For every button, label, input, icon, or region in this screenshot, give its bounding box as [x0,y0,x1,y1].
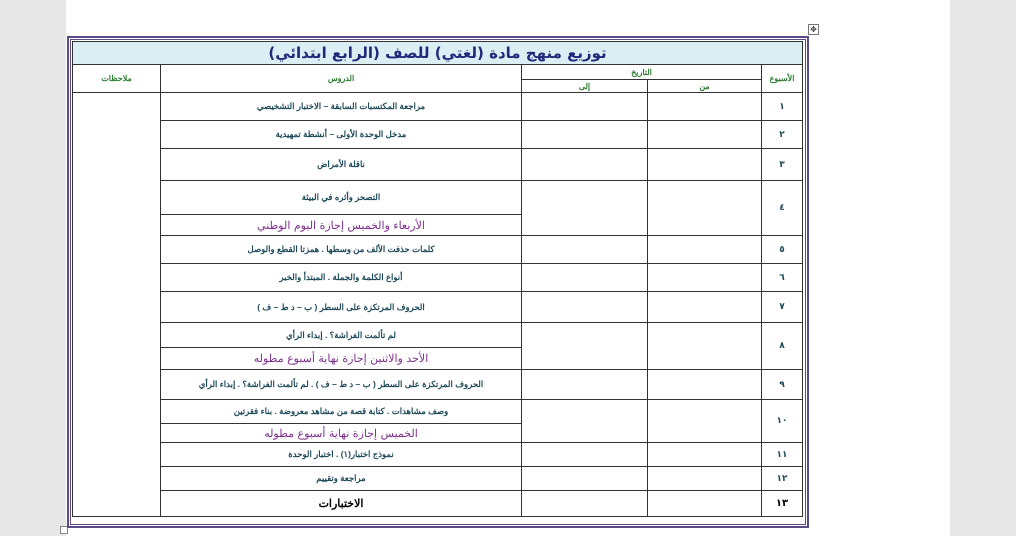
from-date-cell[interactable] [648,400,762,443]
to-date-cell[interactable] [522,323,648,370]
week-number: ١ [762,93,803,121]
lesson-cell[interactable]: التصحر وأثره في البيئة [161,181,522,215]
lesson-cell[interactable]: مراجعة المكتسبات السابقة – الاختبار التشخيصي [161,93,522,121]
to-date-cell[interactable] [522,93,648,121]
date-header: التاريخ [522,65,762,80]
from-date-cell[interactable] [648,236,762,264]
week-number: ٥ [762,236,803,264]
to-date-cell[interactable] [522,264,648,292]
lesson-cell[interactable]: مدخل الوحدة الأولى – أنشطة تمهيدية [161,121,522,149]
to-date-cell[interactable] [522,292,648,323]
notes-header: ملاحظات [73,65,161,93]
week-number: ٣ [762,149,803,181]
to-date-cell[interactable] [522,400,648,443]
to-date-cell[interactable] [522,491,648,517]
lesson-cell[interactable]: ناقلة الأمراض [161,149,522,181]
week-number: ٢ [762,121,803,149]
lesson-cell[interactable]: الاختبارات [161,491,522,517]
week-header: الأسبوع [762,65,803,93]
week-number: ٦ [762,264,803,292]
week-number: ٧ [762,292,803,323]
curriculum-table[interactable] [72,41,803,517]
notes-column[interactable] [73,93,161,517]
from-date-cell[interactable] [648,491,762,517]
lesson-cell[interactable]: الحروف المرتكزة على السطر ( ب – د ط – ف ) . لم تألمت الفراشة؟ . إبداء الرأي [161,370,522,400]
from-date-cell[interactable] [648,292,762,323]
table-title: توزيع منهج مادة (لغتي) للصف (الرابع ابتدائي) [73,42,803,65]
from-date-cell[interactable] [648,93,762,121]
week-number: ٤ [762,181,803,236]
week-number: ٩ [762,370,803,400]
holiday-note: الخميس إجازة نهاية أسبوع مطوله [161,424,522,443]
from-date-cell[interactable] [648,121,762,149]
holiday-note: الأربعاء والخميس إجازة اليوم الوطني [161,215,522,236]
week-number: ١٠ [762,400,803,443]
from-date-cell[interactable] [648,149,762,181]
from-date-cell[interactable] [648,370,762,400]
to-date-cell[interactable] [522,121,648,149]
from-date-cell[interactable] [648,264,762,292]
to-date-cell[interactable] [522,181,648,236]
from-date-cell[interactable] [648,467,762,491]
from-date-cell[interactable] [648,181,762,236]
to-date-cell[interactable] [522,443,648,467]
lesson-cell[interactable]: أنواع الكلمة والجملة . المبتدأ والخبر [161,264,522,292]
to-date-cell[interactable] [522,370,648,400]
holiday-note: الأحد والاثنين إجازة نهاية أسبوع مطوله [161,348,522,370]
to-header: إلى [522,80,648,93]
to-date-cell[interactable] [522,149,648,181]
lesson-cell[interactable]: الحروف المرتكزة على السطر ( ب – د ط – ف ) [161,292,522,323]
lesson-cell[interactable]: كلمات حذفت الألف من وسطها . همزتا القطع والوصل [161,236,522,264]
lesson-cell[interactable]: وصف مشاهدات . كتابة قصة من مشاهد معروضة . بناء فقرتين [161,400,522,424]
from-date-cell[interactable] [648,323,762,370]
from-header: من [648,80,762,93]
lesson-cell[interactable]: لم تألمت الفراشة؟ . إبداء الرأي [161,323,522,348]
table-move-handle-icon[interactable]: ✥ [808,24,819,35]
week-number: ٨ [762,323,803,370]
week-number: ١٢ [762,467,803,491]
lesson-cell[interactable]: مراجعة وتقييم [161,467,522,491]
from-date-cell[interactable] [648,443,762,467]
to-date-cell[interactable] [522,467,648,491]
week-number: ١٣ [762,491,803,517]
to-date-cell[interactable] [522,236,648,264]
lesson-cell[interactable]: نموذج اختبار(١) . اختبار الوحدة [161,443,522,467]
lessons-header: الدروس [161,65,522,93]
week-number: ١١ [762,443,803,467]
